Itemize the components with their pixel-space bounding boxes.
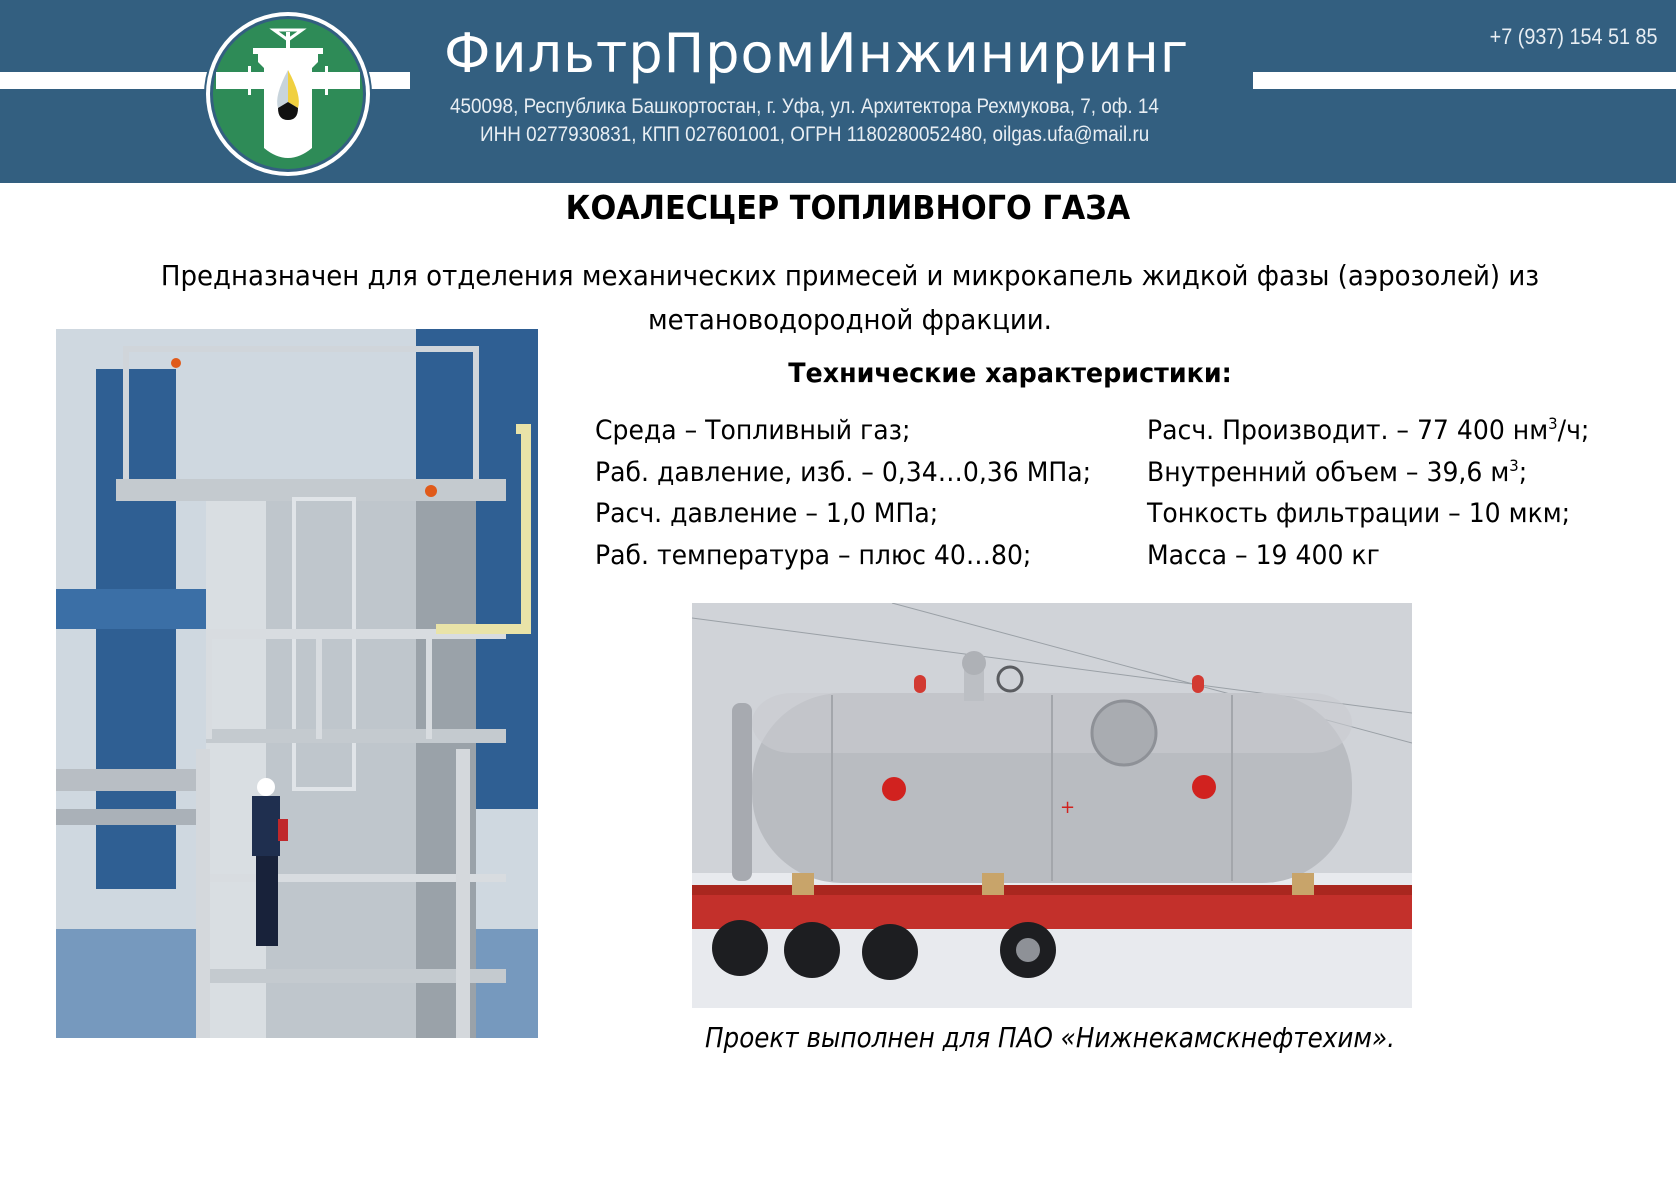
header-stripe-right bbox=[1253, 72, 1680, 89]
spec-operating-pressure: Раб. давление, изб. – 0,34…0,36 МПа; bbox=[595, 456, 1092, 488]
spec-filtration-fineness: Тонкость фильтрации – 10 мкм; bbox=[1147, 498, 1571, 529]
spec-operating-temperature: Раб. температура – плюс 40…80; bbox=[595, 539, 1032, 571]
company-registration-details: ИНН 0277930831, КПП 027601001, ОГРН 1180280052480, oilgas.ufa@mail.ru bbox=[480, 123, 1150, 146]
spec-design-capacity: Расч. Производит. – 77 400 $нм^3/ч$; bbox=[1147, 414, 1590, 446]
company-address: 450098, Республика Башкортостан, г. Уфа, ул. Архитектора Рехмукова, 7, оф. 14 bbox=[450, 95, 1159, 118]
company-logo-icon bbox=[202, 8, 374, 180]
description-line-2: метановодородной фракции. bbox=[648, 303, 1052, 336]
specs-left-column bbox=[595, 410, 1091, 576]
horizontal-vessel-illustration bbox=[692, 603, 1412, 1008]
specs-right-column bbox=[1147, 410, 1589, 576]
letterhead-band bbox=[0, 0, 1676, 183]
project-caption: Проект выполнен для ПАО «Нижнекамскнефтехим». bbox=[705, 1021, 1395, 1054]
spec-mass: Масса – 19 400 кг bbox=[1147, 539, 1380, 571]
coalescer-column-photo bbox=[56, 329, 538, 1038]
svg-text:+: + bbox=[1060, 797, 1076, 818]
company-phone: +7 (937) 154 51 85 bbox=[1490, 24, 1658, 49]
spec-medium: Среда – Топливный газ; bbox=[595, 415, 911, 446]
specs-heading: Технические характеристики: bbox=[788, 358, 1232, 389]
document-title: КОАЛЕСЦЕР ТОПЛИВНОГО ГАЗА bbox=[565, 188, 1131, 227]
spec-design-pressure: Расч. давление – 1,0 МПа; bbox=[595, 498, 939, 529]
coalescer-vessel-transport-photo bbox=[692, 603, 1412, 1008]
company-name: ФильтрПромИнжиниринг bbox=[444, 22, 1190, 85]
spec-internal-volume: Внутренний объем – 39,6 $м^3$; bbox=[1147, 455, 1528, 488]
description-line-1: Предназначен для отделения механических примесей и микрокапель жидкой фазы (аэрозолей) из bbox=[160, 259, 1540, 292]
refinery-column-illustration bbox=[56, 329, 538, 1038]
